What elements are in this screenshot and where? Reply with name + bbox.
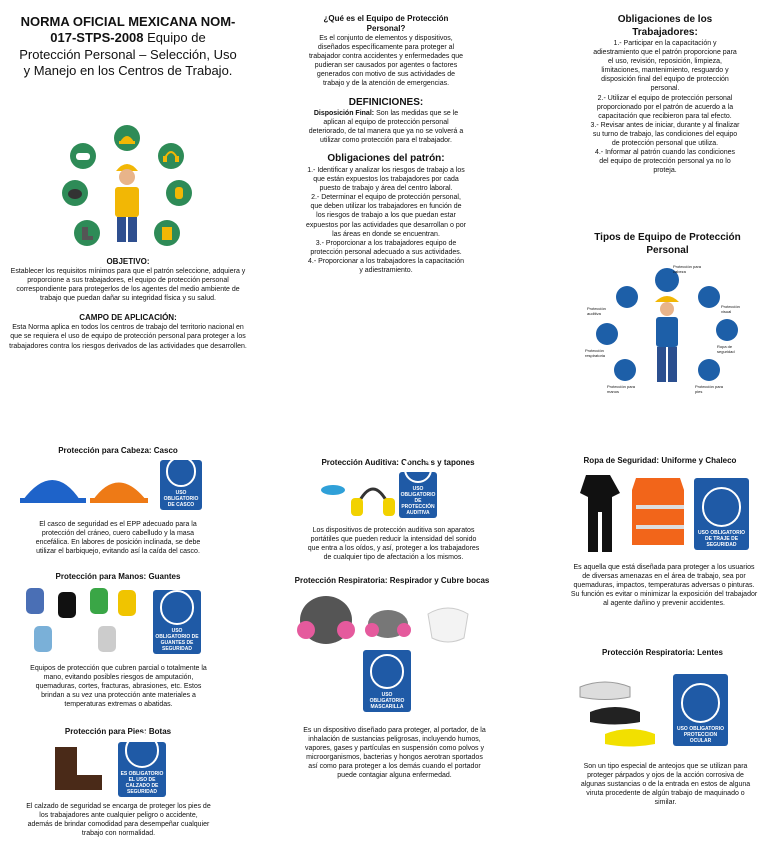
auditiva-title-text: Protección Auditiva: Conchas y tapones xyxy=(321,458,475,467)
worker-figure xyxy=(102,157,152,247)
tipos-title: Tipos de Equipo de Protección Personal xyxy=(594,232,741,256)
campo-title: CAMPO DE APLICACIÓN: xyxy=(79,313,177,323)
ppe-worker-illustration xyxy=(62,125,192,250)
definiciones-title: DEFINICIONES: xyxy=(348,96,424,108)
campo-text: Esta Norma aplica en todos los centros de trabajo del territorio nacional en que se requiera el uso de equipo de protección personal para proteger a los trabajadores contra los riesgos derivados de las actividades que desarrollen. xyxy=(9,324,247,350)
earmuffs-icon xyxy=(158,143,184,169)
respiratoria-images xyxy=(288,592,488,712)
pies-text: El calzado de seguridad se encarga de proteger los pies de los trabajadores ante cualquier peligro o accidente, además de brindar comodidad para desempeñar cualquier trabajo con normalidad. xyxy=(26,803,211,838)
ropa-body xyxy=(570,563,758,608)
earplug-earmuff-images xyxy=(315,470,400,520)
tipo-label-ropa: Ropa de seguridad xyxy=(717,344,735,354)
patron-item: 2.- Determinar el equipo de protección personal, que deben utilizar los trabajadores en función de los riesgos de trabajo a los que puedan estar expuestos por las actividades que desarrollan o por las áreas en donde se encuentran. xyxy=(306,194,466,238)
manos-title-text: Protección para Manos: Guantes xyxy=(55,572,181,581)
obligaciones-patron-title: Obligaciones del patrón: xyxy=(327,153,445,165)
respiratoria-body xyxy=(302,726,487,781)
respiratoria-sign xyxy=(363,650,411,712)
auditiva-title xyxy=(298,458,498,468)
auditiva-body xyxy=(306,526,481,562)
tipo-label-visual: Protección visual xyxy=(721,304,740,314)
main-title-rest: Equipo de Protección Personal – Selección, Uso y Manejo en los Centros de Trabajo. xyxy=(19,30,237,78)
manos-body xyxy=(26,664,211,709)
panel-1 xyxy=(18,14,238,79)
main-title-bold: NORMA OFICIAL MEXICANA NOM-017-STPS-2008 xyxy=(20,14,236,46)
respiratoria-title-text: Protección Respiratoria: Respirador y Cubre bocas xyxy=(294,576,490,585)
trabajador-item: 4.- Informar al patrón cuando las condiciones del equipo de protección personal ya no lo proteja. xyxy=(594,149,736,175)
lentes-title xyxy=(580,648,745,658)
casco-sign xyxy=(160,460,202,510)
objetivo-text: Establecer los requisitos mínimos para que el patrón seleccione, adquiera y proporcione a sus trabajadores, el equipo de protección personal correspondiente para protegerlos de los agentes del medio ambiente de trabajo que puedan dañar su integridad física y su salud. xyxy=(10,268,246,303)
main-title xyxy=(18,14,238,79)
glove-images xyxy=(18,586,148,658)
definicion-label: Disposición Final: xyxy=(313,110,375,118)
casco-title-text: Protección para Cabeza: Casco xyxy=(58,446,178,455)
lentes-sign xyxy=(673,674,728,746)
boot-icon xyxy=(74,220,100,246)
panel-2 xyxy=(306,14,466,275)
auditiva-text: Los dispositivos de protección auditiva son aparatos portátiles que pueden reducir la intensidad del sonido que entra a los oídos, y así, proteger a los trabajadores de cualquier tipo de afectación a los mismos. xyxy=(307,527,480,562)
casco-sign-text: USO OBLIGATORIO DE CASCO xyxy=(163,490,199,508)
objetivo-title: OBJETIVO: xyxy=(106,257,150,266)
glove-icon xyxy=(166,180,192,206)
ropa-text: Es aquella que está diseñada para proteger a los usuarios de diversas amenazas en el área de trabajo, sea por quemaduras, impactos, temperaturas adversas o pinturas. Su función es evitar o minimizar la exposición del trabajador al agente dañino y prevenir accidentes. xyxy=(570,564,758,608)
boot-image xyxy=(50,742,110,797)
definicion-text: Son las medidas que se le aplican al equipo de protección personal deteriorado, de tal manera que ya no se volverá a utilizar como protección para el trabajador. xyxy=(308,110,464,145)
patron-item: 4.- Proporcionar a los trabajadores la capacitación y adiestramiento. xyxy=(307,257,465,274)
helmet-icon xyxy=(114,125,140,151)
vest-icon xyxy=(154,220,180,246)
tipo-label-cabeza: Protección para cabeza xyxy=(673,264,702,274)
manos-sign-text: USO OBLIGATORIO DE GUANTES DE SEGURIDAD xyxy=(155,628,199,652)
trabajador-item: 1.- Participar en la capacitación y adiestramiento que el patrón proporcione para el uso, revisión, reposición, limpieza, limitaciones, mantenimiento, resguardo y disposición final del equipo de protección personal. xyxy=(593,40,737,93)
safety-glasses-images xyxy=(575,672,670,752)
uniform-vest-images xyxy=(566,470,696,555)
panel-1-body xyxy=(8,257,248,351)
respirator-images xyxy=(288,592,488,647)
pies-title xyxy=(18,727,218,737)
manos-images xyxy=(18,586,228,658)
casco-title xyxy=(18,446,218,456)
tipos-illustration xyxy=(585,262,750,397)
manos-text: Equipos de protección que cubren parcial o totalmente la mano, evitando posibles riesgos de amputación, quemaduras, cortes, fracturas, abrasiones, etc. Estos brindan a su vez una protección ante materiales a temperaturas extremas o abatidas. xyxy=(30,665,207,709)
lentes-title-text: Protección Respiratoria: Lentes xyxy=(602,648,723,657)
pies-images xyxy=(50,742,190,797)
pies-title-text: Protección para Pies: Botas xyxy=(64,727,172,736)
casco-text: El casco de seguridad es el EPP adecuado para la protección del cráneo, cuero cabelludo y la masa encefálica. En labores de posición inclinada, se debe utilizar el barbiquejo, evitando así la caída del casco. xyxy=(35,521,201,556)
ropa-sign-text: USO OBLIGATORIO DE TRAJE DE SEGURIDAD xyxy=(697,530,746,548)
tipo-label-respiratoria: Protección respiratoria xyxy=(585,348,606,358)
trabajador-item: 3.- Revisar antes de iniciar, durante y al finalizar su turno de trabajo, las condiciones del equipo de protección personal que utiliza. xyxy=(590,121,740,148)
casco-body xyxy=(28,520,208,556)
casco-images xyxy=(18,460,218,510)
lentes-sign-text: USO OBLIGATORIO PROTECCION OCULAR xyxy=(676,726,725,744)
ropa-title-text: Ropa de Seguridad: Uniforme y Chaleco xyxy=(583,456,737,465)
pies-sign xyxy=(118,742,166,797)
ropa-title xyxy=(570,456,750,466)
tipo-label-auditiva: Protección auditiva xyxy=(587,306,606,316)
ropa-images xyxy=(566,470,756,555)
patron-item: 3.- Proporcionar a los trabajadores equipo de protección personal adecuado a sus actividades. xyxy=(310,239,462,256)
que-es-text: Es el conjunto de elementos y dispositivos, diseñados específicamente para proteger al trabajador contra accidentes y enfermedades que pudieran ser causados por agentes o factores generados con motivo de sus actividades de trabajo y de la atención de emergencias. xyxy=(308,35,464,88)
obligaciones-trabajadores-title: Obligaciones de los Trabajadores: xyxy=(617,14,713,38)
manos-sign xyxy=(153,590,201,654)
tipo-label-pies: Protección para pies xyxy=(695,384,724,394)
helmet-images xyxy=(18,460,158,510)
mask-icon xyxy=(62,180,88,206)
auditiva-sign xyxy=(399,472,437,518)
respiratoria-text: Es un dispositivo diseñado para proteger, al portador, de la inhalación de sustancias peligrosas, incluyendo humos, vapores, gases y partículas en suspensión como polvos y microorganismos, bacterias y hongos aerotran sportados así como para proteger a los demás cuando el portador puede contagiar alguna enfermedad. xyxy=(303,727,486,780)
pies-sign-text: ES OBLIGATORIO EL USO DE CALZADO DE SEGURIDAD xyxy=(120,771,164,795)
trabajador-item: 2.- Utilizar el equipo de protección personal proporcionado por el patrón de acuerdo a la capacitación que recibieron para tal efecto. xyxy=(596,94,734,120)
tipos-section xyxy=(585,232,750,257)
ropa-sign xyxy=(694,478,749,550)
manos-title xyxy=(18,572,218,582)
goggles-icon xyxy=(70,143,96,169)
que-es-title: ¿Qué es el Equipo de Protección Personal? xyxy=(323,14,449,33)
patron-item: 1.- Identificar y analizar los riesgos de trabajo a los que están expuestos los trabajadores por cada puesto de trabajo y área del centro laboral. xyxy=(307,166,465,193)
respiratoria-title xyxy=(286,576,498,586)
respiratoria-sign-text: USO OBLIGATORIO MASCARILLA xyxy=(369,692,405,710)
auditiva-sign-text: USO OBLIGATORIO DE PROTECCIÓN AUDITIVA xyxy=(400,486,436,516)
tipo-label-manos: Protección para manos xyxy=(607,384,636,394)
auditiva-images xyxy=(315,470,475,520)
panel-3 xyxy=(590,14,740,175)
lentes-text: Son un tipo especial de anteojos que se utilizan para proteger párpados y ojos de la acción corrosiva de algunas sustancias o de la entrada en estos de alguna viruta procedente de algún trabajo de maquinado o similar. xyxy=(580,763,751,807)
pies-body xyxy=(26,802,211,838)
lentes-images xyxy=(575,672,755,752)
lentes-body xyxy=(578,762,753,807)
worker-ppe-figure xyxy=(585,262,750,397)
